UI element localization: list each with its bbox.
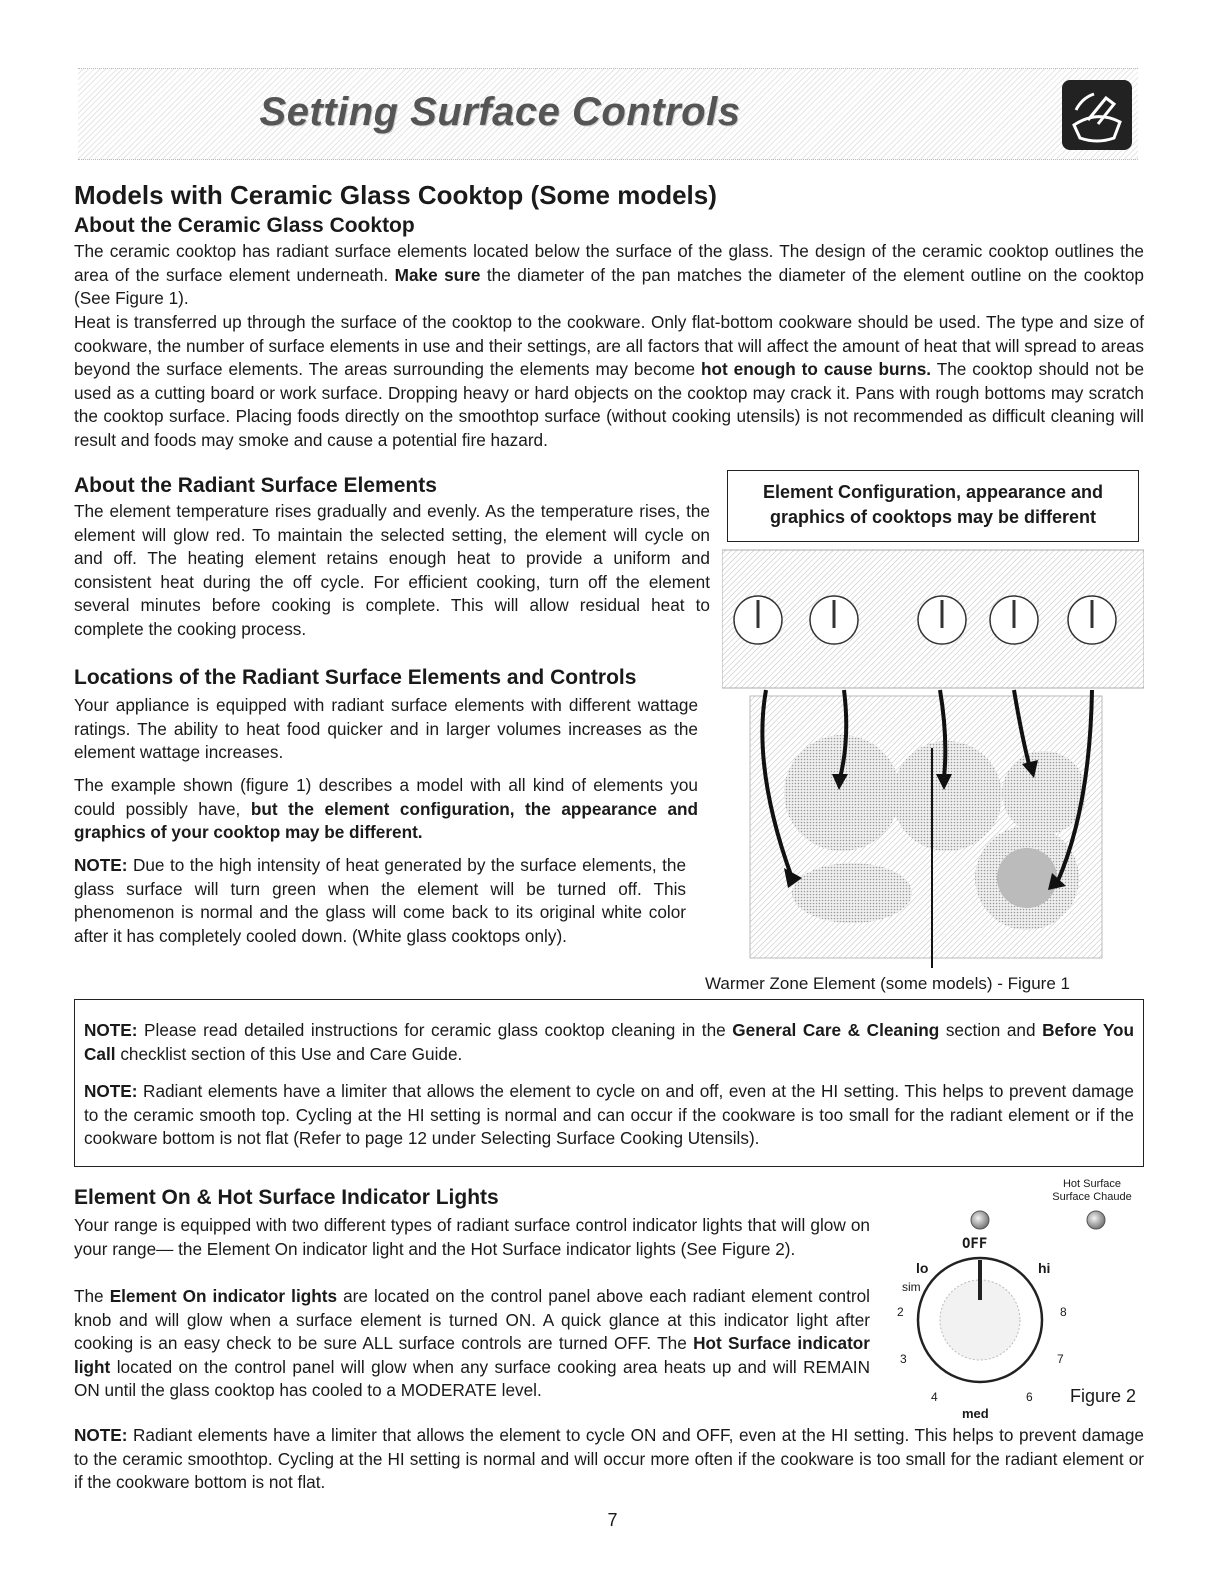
page-title: Setting Surface Controls [259,90,741,134]
page-number: 7 [607,1510,618,1530]
text: Heat is transferred up through the surface of the cooktop to the cookware. Only flat-bottom cookware should be used. The type and size of cookware, the number of surface elements in use and their settings, are all factors that will affect the amount of heat that will spread to areas beyond the surface elements. The areas surrounding the elements may become [74,312,1144,379]
locations-paragraph-2 [74,774,698,845]
text: Due to the high intensity of heat generated by the surface elements, the glass surface will turn green when the element will be turned off. This phenomenon is normal and the glass will come back to its original white color after it has completely cooled down. (White glass cooktops only). [74,855,686,946]
emphasis: General Care & Cleaning [732,1020,940,1040]
dial-label-4: 4 [931,1390,938,1404]
section-heading-locations: Locations of the Radiant Surface Elements and Controls [74,666,637,689]
note-limiter [84,1080,1134,1151]
emphasis: but the element configuration, the appearance and graphics of your cooktop may be different. [74,798,699,842]
note-label: NOTE: [84,1020,138,1040]
text: Radiant elements have a limiter that allows the element to cycle ON and OFF, even at the HI setting. This helps to prevent damage to the ceramic smoothtop. Cycling at the HI setting is normal and will occur more often if the cookware is too small for the radiant element or if the cookware bottom is not flat. [74,1425,1144,1492]
dial-label-8: 8 [1060,1305,1067,1319]
emphasis: Make sure [394,264,481,285]
text: the diameter of the pan matches the diameter of the element outline on the cooktop (See Figure 1). [74,264,1144,308]
dial-label-2: 2 [897,1305,904,1319]
emphasis: Element On indicator lights [109,1286,338,1306]
main-heading: Models with Ceramic Glass Cooktop (Some models) [74,180,717,210]
text: Radiant elements have a limiter that allows the element to cycle on and off, even at the HI setting. This helps to prevent damage to the ceramic smooth top. Cycling at the HI setting is normal and can occur if the cookware is too small for the radiant element or if the cookware bottom is not flat (Refer to page 12 under Selecting Surface Cooking Utensils). [84,1081,1134,1148]
emphasis: hot enough to cause burns. [701,359,932,379]
section-heading-radiant: About the Radiant Surface Elements [74,474,437,497]
figure-1-illustration [722,548,1144,968]
dial-label-6: 6 [1026,1390,1033,1404]
note-cleaning [84,1019,1134,1066]
note-label: NOTE: [74,1425,128,1445]
indicator-paragraph-1: Your range is equipped with two different types of radiant surface control indicator lights that will glow on your range— the Element On indicator light and the Hot Surface indicator lights (See Figure 2). [74,1215,870,1259]
section-heading-indicator: Element On & Hot Surface Indicator Lights [74,1186,499,1209]
dial-label-off: OFF [962,1236,988,1252]
figure-2-caption: Figure 2 [1070,1386,1137,1406]
radiant-paragraph: The element temperature rises gradually and evenly. As the temperature rises, the element will glow red. To maintain the selected setting, the element will cycle on and off. The heating element retains enough heat to provide a uniform and consistent heat during the off cycle. For efficient cooking, turn off the element several minutes before cooking is complete. This will allow residual heat to complete the cooking process. [74,501,710,639]
ceramic-paragraph-1 [74,240,1144,311]
note-label: NOTE: [74,855,128,875]
locations-paragraph-1: Your appliance is equipped with radiant surface elements with different wattage ratings. The ability to heat food quicker and in larger volumes increases as the element wattage increases. [74,695,698,762]
dial-label-sim: sim [902,1280,921,1294]
text: checklist section of this Use and Care Guide. [120,1043,463,1064]
dial-label-lo: lo [916,1260,929,1276]
text: The ceramic cooktop has radiant surface elements located below the surface of the glass. The design of the ceramic cooktop outlines the area of the surface element underneath. [74,241,1144,285]
label-fr: Surface Chaude [1052,1191,1132,1203]
dial-label-7: 7 [1057,1352,1064,1366]
label-en: Hot Surface [1062,1178,1122,1190]
text: The cooktop should not be used as a cutting board or work surface. Dropping heavy or hard objects on the cooktop may crack it. Pans with rough bottoms may scratch the cooktop surface. Placing foods directly on the smoothtop surface (without cooking utensils) is not recommended as difficult cleaning will result and foods may smoke and cause a potential fire hazard. [74,359,1145,450]
text: section and [945,1020,1036,1040]
cooking-pot-icon [1062,80,1132,150]
text: The example shown (figure 1) describes a model with all kind of elements you could possibly have, [74,775,698,819]
emphasis: Hot Surface indicator light [74,1333,870,1377]
dial-label-hi: hi [1038,1260,1051,1276]
emphasis: Before You Call [84,1020,1134,1064]
dial-label-med: med [962,1406,989,1421]
ceramic-paragraph-2 [74,311,1144,452]
figure-1-caption: Warmer Zone Element (some models) - Figure 1 [705,974,1070,993]
locations-note [74,854,686,948]
section-heading-ceramic: About the Ceramic Glass Cooktop [74,214,415,237]
text: located on the control panel will glow when any surface cooking area heats up and will REMAIN ON until the glass cooktop has cooled to a MODERATE level. [74,1356,870,1400]
text: are located on the control panel above each radiant element control knob and will glow when a surface element is turned ON. A quick glance at this indicator light after cooking is an easy check to be sure ALL surface controls are turned OFF. The [74,1286,870,1353]
final-note [74,1424,1144,1495]
indicator-paragraph-2 [74,1285,870,1403]
dial-label-3: 3 [900,1352,907,1366]
text: The [74,1286,104,1306]
note-label: NOTE: [84,1081,138,1101]
config-callout: Element Configuration, appearance and graphics of cooktops may be different [727,470,1139,542]
text: Please read detailed instructions for ceramic glass cooktop cleaning in the [144,1020,726,1040]
